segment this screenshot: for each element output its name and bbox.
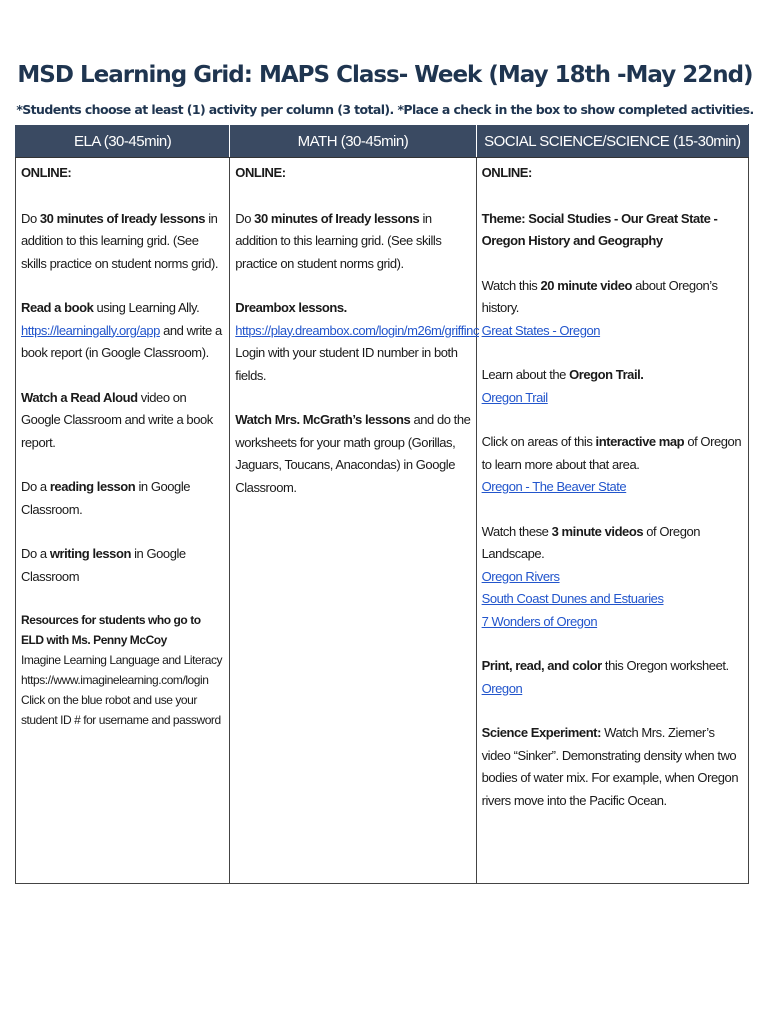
science-theme: Theme: Social Studies - Our Great State - Oregon History and Geography	[481, 210, 718, 248]
math-iready-activity	[235, 208, 470, 276]
science-video-activity	[482, 275, 743, 343]
learning-ally-link[interactable]: https://learningally.org/app	[21, 322, 160, 338]
page-subtitle: *Students choose at least (1) activity per column (3 total). *Place a check in the box to show completed activities.	[16, 102, 754, 117]
science-map-activity	[482, 431, 743, 499]
ela-book-bold: Read a book	[21, 300, 94, 315]
eld-program-name: Imagine Learning Language and Literacy	[21, 653, 223, 667]
ela-aloud-post: video on Google Classroom and write a book report.	[21, 389, 213, 450]
seven-wonders-link[interactable]: 7 Wonders of Oregon	[481, 613, 598, 629]
header-row	[16, 125, 749, 158]
dreambox-instructions: Login with your student ID number in both fields.	[235, 345, 458, 383]
ela-iready-pre: Do	[21, 210, 40, 226]
column-heading-ela: ELA (30-45min)	[16, 125, 230, 158]
mcgrath-post: and do the worksheets for your math group (Gorillas, Jaguars, Toucans, Anacondas) in Google Classroom.	[235, 412, 471, 495]
science-landscape-activity	[482, 521, 743, 634]
beaver-state-link[interactable]: Oregon - The Beaver State	[481, 479, 627, 494]
video-bold: 20 minute video	[540, 277, 632, 293]
experiment-bold: Science Experiment:	[481, 725, 601, 740]
math-iready-post: in addition to this learning grid. (See skills practice on student norms grid).	[235, 210, 442, 271]
worksheet-post: this Oregon worksheet.	[601, 658, 729, 673]
ela-eld-resources	[21, 610, 224, 730]
ela-cell	[16, 158, 230, 884]
map-post: of Oregon to learn more about that area.	[481, 434, 742, 472]
ela-reading-post: in Google Classroom.	[21, 479, 191, 517]
math-iready-pre: Do	[235, 210, 255, 226]
science-trail-activity	[482, 364, 743, 409]
ela-read-aloud-activity	[21, 387, 224, 455]
ela-writing-bold: writing lesson	[49, 546, 131, 561]
column-heading-math: MATH (30-45min)	[230, 125, 476, 158]
landscape-pre: Watch these	[481, 523, 552, 539]
eld-instructions: Click on the blue robot and use your student ID # for username and password	[21, 693, 221, 727]
dreambox-heading: Dreambox lessons.	[235, 300, 347, 315]
video-pre: Watch this	[481, 277, 541, 293]
ela-reading-activity	[21, 476, 224, 521]
experiment-post: Watch Mrs. Ziemer’s video “Sinker”. Demonstrating density when two bodies of water mix. For example, when Oregon rivers move into the Pacific Ocean.	[481, 725, 739, 808]
math-dreambox-activity	[235, 297, 479, 387]
worksheet-bold: Print, read, and color	[481, 658, 602, 673]
science-experiment-activity	[482, 722, 743, 812]
great-states-oregon-link[interactable]: Great States - Oregon	[481, 322, 601, 338]
ela-book-pre: using Learning Ally.	[93, 300, 200, 315]
science-online-label: ONLINE:	[481, 165, 532, 180]
trail-bold: Oregon Trail.	[569, 367, 644, 382]
page-title: MSD Learning Grid: MAPS Class- Week (May 18th -May 22nd)	[17, 62, 753, 88]
column-heading-science: SOCIAL SCIENCE/SCIENCE (15-30min)	[476, 125, 748, 158]
ela-writing-activity	[21, 543, 224, 588]
ela-iready-activity	[21, 208, 224, 276]
map-pre: Click on areas of this	[481, 434, 596, 449]
dreambox-link[interactable]: https://play.dreambox.com/login/m26m/griffinc	[235, 322, 479, 338]
content-row	[16, 158, 749, 884]
mcgrath-bold: Watch Mrs. McGrath’s lessons	[235, 412, 411, 427]
trail-pre: Learn about the	[481, 367, 570, 382]
ela-iready-post: in addition to this learning grid. (See skills practice on student norms grid).	[21, 210, 219, 271]
ela-writing-pre: Do a	[21, 546, 50, 561]
ela-reading-pre: Do a	[21, 479, 50, 494]
landscape-post: of Oregon Landscape.	[481, 523, 701, 561]
ela-aloud-bold: Watch a Read Aloud	[21, 389, 138, 405]
ela-iready-bold: 30 minutes of Iready lessons	[39, 210, 206, 226]
eld-heading: Resources for students who go to ELD with Ms. Penny McCoy	[21, 613, 201, 647]
ela-online-label: ONLINE:	[21, 165, 72, 180]
oregon-worksheet-link[interactable]: Oregon	[481, 680, 523, 696]
ela-read-book-activity	[21, 297, 224, 365]
ela-reading-bold: reading lesson	[49, 479, 136, 494]
learning-grid-table	[15, 124, 749, 884]
ela-writing-post: in Google Classroom	[21, 546, 186, 584]
south-coast-dunes-link[interactable]: South Coast Dunes and Estuaries	[481, 591, 664, 606]
science-worksheet-activity	[482, 655, 743, 700]
science-cell	[476, 158, 748, 884]
math-iready-bold: 30 minutes of Iready lessons	[254, 210, 420, 226]
landscape-bold: 3 minute videos	[551, 523, 644, 539]
eld-login-url: https://www.imaginelearning.com/login	[21, 673, 209, 687]
video-post: about Oregon’s history.	[481, 277, 718, 315]
math-online-label: ONLINE:	[235, 165, 286, 180]
oregon-rivers-link[interactable]: Oregon Rivers	[481, 568, 560, 584]
oregon-trail-link[interactable]: Oregon Trail	[481, 389, 548, 405]
math-cell	[230, 158, 479, 884]
math-mcgrath-activity	[235, 409, 470, 499]
ela-book-post: and write a book report (in Google Classroom).	[21, 322, 222, 360]
map-bold: interactive map	[595, 434, 685, 449]
